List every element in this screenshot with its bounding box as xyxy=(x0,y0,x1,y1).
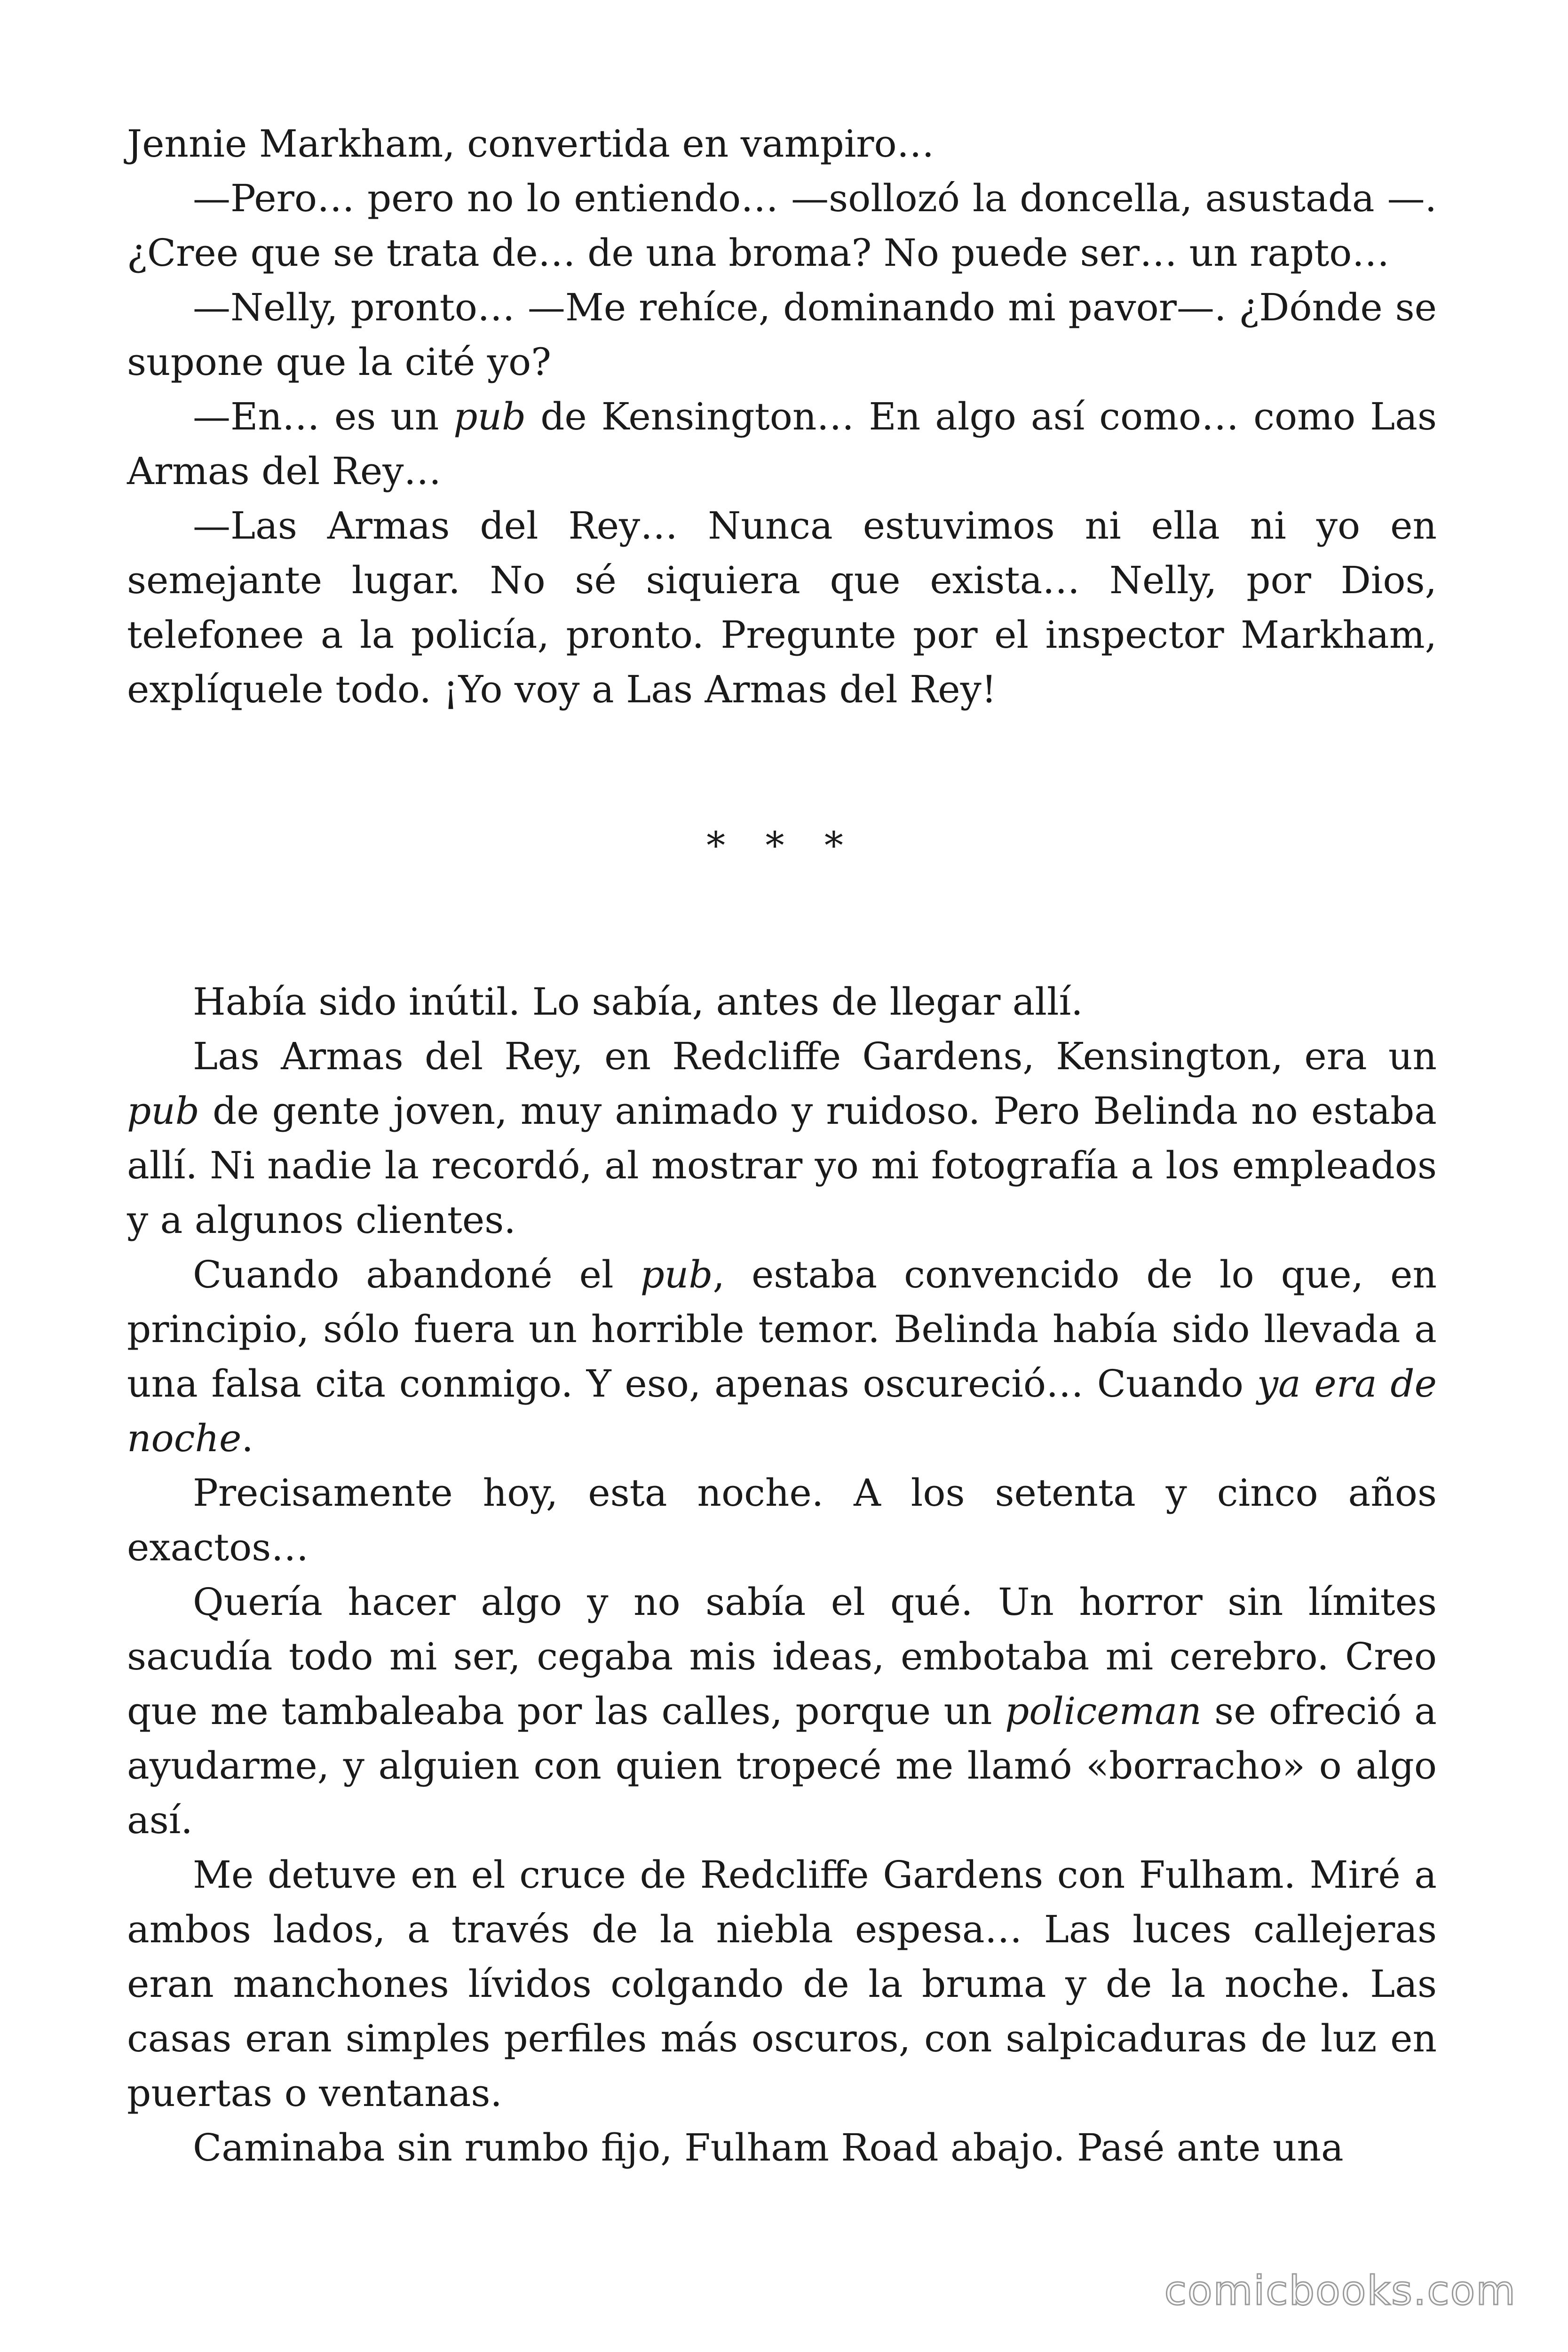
paragraph xyxy=(127,1466,1437,1575)
text-run: —Nelly, pronto… —Me rehíce, dominando mi pavor—. ¿Dónde se supone que la cité yo? xyxy=(127,286,1437,384)
paragraph xyxy=(127,975,1437,1029)
italic-text-run: pub xyxy=(127,1089,199,1133)
text-section-before xyxy=(127,117,1437,717)
italic-text-run: pub xyxy=(640,1253,713,1296)
text-run: Había sido inútil. Lo sabía, antes de llegar allí. xyxy=(193,980,1083,1024)
text-run: Cuando abandoné el xyxy=(193,1253,641,1296)
text-run: Precisamente hoy, esta noche. A los setenta y cinco años exactos… xyxy=(127,1471,1437,1569)
text-run: Las Armas del Rey, en Redcliffe Gardens, Kensington, era un xyxy=(193,1034,1437,1078)
text-run: de gente joven, muy animado y ruidoso. Pero Belinda no estaba allí. Ni nadie la recordó, al mostrar yo mi fotografía a los empleados y a algunos clientes. xyxy=(127,1089,1437,1242)
paragraph xyxy=(127,280,1437,389)
paragraph xyxy=(127,1575,1437,1848)
text-section-after xyxy=(127,975,1437,2175)
paragraph xyxy=(127,1029,1437,1248)
italic-text-run: policeman xyxy=(1005,1689,1202,1733)
text-run: —En… es un xyxy=(193,395,454,438)
watermark-logo: comicbooks.com xyxy=(1164,2267,1516,2314)
paragraph xyxy=(127,2121,1437,2175)
text-run: se ofreció a ayudarme, y alguien con quien tropecé me llamó «borracho» o algo así. xyxy=(127,1689,1437,1842)
italic-text-run: ya era de noche xyxy=(127,1362,1437,1460)
paragraph xyxy=(127,1248,1437,1466)
text-run: , estaba convencido de lo que, en principio, sólo fuera un horrible temor. Belinda había sido llevada a una falsa cita conmigo. Y eso, apenas oscureció… Cuando xyxy=(127,1253,1437,1406)
text-run: Jennie Markham, convertida en vampiro… xyxy=(127,122,934,166)
paragraph xyxy=(127,117,1437,171)
paragraph xyxy=(127,389,1437,499)
text-run: Me detuve en el cruce de Redcliffe Gardens con Fulham. Miré a ambos lados, a través de la niebla espesa… Las luces callejeras eran manchones lívidos colgando de la bruma y de la noche. Las casas eran simples perfiles más oscuros, con salpicaduras de luz en puertas o ventanas. xyxy=(127,1853,1437,2115)
text-run: Quería hacer algo y no sabía el qué. Un horror sin límites sacudía todo mi ser, cegaba mis ideas, embotaba mi cerebro. Creo que me tambaleaba por las calles, porque un xyxy=(127,1580,1437,1733)
paragraph xyxy=(127,171,1437,280)
text-run: . xyxy=(241,1416,253,1460)
text-run: —Pero… pero no lo entiendo… —sollozó la doncella, asustada —. ¿Cree que se trata de… de una broma? No puede ser… un rapto… xyxy=(127,176,1437,275)
text-run: —Las Armas del Rey… Nunca estuvimos ni ella ni yo en semejante lugar. No sé siquiera que exista… Nelly, por Dios, telefonee a la policía, pronto. Pregunte por el inspector Markham, explíquele todo. ¡Yo voy a Las Armas del Rey! xyxy=(127,504,1437,711)
book-page xyxy=(127,117,1437,2175)
text-run: de Kensington… En algo así como… como Las Armas del Rey… xyxy=(127,395,1437,493)
section-separator: * * * xyxy=(706,824,857,867)
paragraph xyxy=(127,499,1437,717)
text-run: Caminaba sin rumbo fijo, Fulham Road abajo. Pasé ante una xyxy=(193,2126,1344,2169)
italic-text-run: pub xyxy=(453,395,526,438)
paragraph xyxy=(127,1848,1437,2121)
